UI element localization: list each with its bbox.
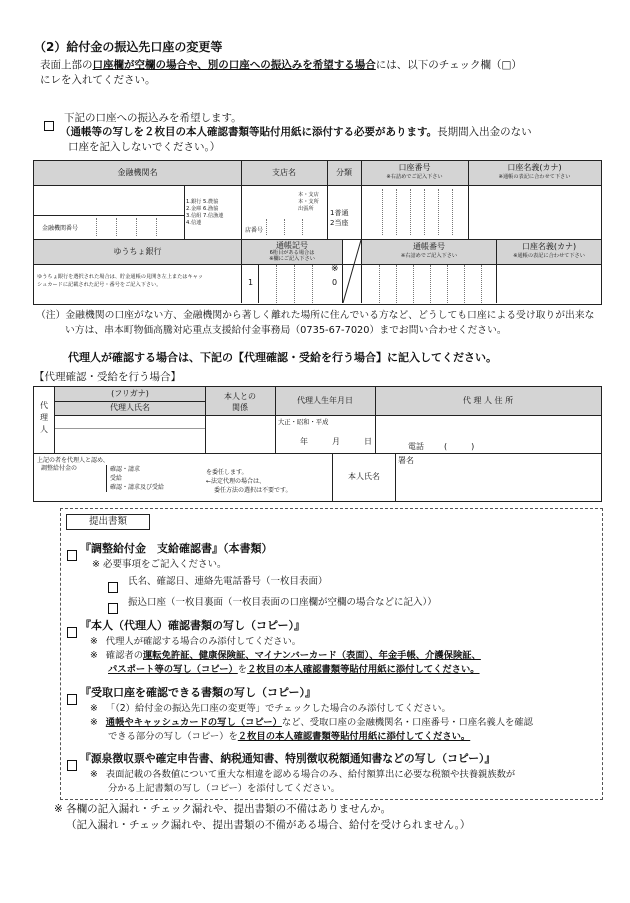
intro-line-1 [40,58,522,72]
era-options[interactable]: 大正・昭和・平成 [278,419,329,426]
note-line-1: （注）金融機関の口座がない方、金融機関から著しく離れた場所に住んでいる方など、どうしても口座による受け取りが出来な [36,310,595,321]
section-heading: （2）給付金の振込先口座の変更等 [34,40,223,54]
intro-text-a: 表面上部の [40,59,93,71]
year-label: 年 [300,437,308,446]
delegate-text: 上記の者を代理人と認め、 調整給付金の [37,457,109,472]
digit-0: 0 [332,278,338,287]
doc1-note: ※ 必要事項をご記入ください。 [92,559,227,570]
doc3-note-2: ※ 通帳やキャッシュカードの写し（コピー）など、受取口座の金融機関名・口座番号・口座名義人を確認 [90,717,533,728]
yucho-holder-sub: ※通帳の表記に合わせて下さい [513,253,585,259]
doc3-checkbox[interactable] [67,689,77,708]
doc2-note-3: パスポート等の写し（コピー）を２枚目の本人確認書類等貼付用紙に添付してください。 [108,664,480,675]
proxy-side-label: 代 理 人 [34,387,55,453]
doc4-note-1: ※ 表面記載の各数値について重大な相違を認める場合のみ、給付額算出に必要な税額や扶養親族数が [90,769,516,780]
attach-note-line-2: 口座を記入しないでください。） [68,141,221,153]
bank-table [33,160,602,305]
doc1-sub1-label: 氏名、確認日、連絡先電話番号（一枚目表面） [128,576,328,587]
account-no-header: 口座番号 [398,163,431,172]
proxy-intro: 代理人が確認する場合は、下記の【代理確認・受給を行う場合】に記入してください。 [68,351,497,364]
doc3-note-3: できる部分の写し（コピー）を２枚目の本人確認書類等貼付用紙に添付してください。 [108,731,471,742]
yucho-note: ゆうちょ銀行を選択された場合は、貯金通帳の見開き左上またはキャッ シュカードに記載された記号・番号をご記入下さい。 [37,274,204,288]
doc1-sub1-checkbox[interactable] [108,577,118,596]
bank-code-input[interactable] [96,218,176,236]
yucho-holder-label: 口座名義(カナ) [521,242,577,251]
phone-input[interactable]: ( ) [444,442,475,451]
principal-name-label: 本人氏名 [348,472,380,481]
sixth-digit-mark: ※ [331,264,339,274]
blank-diagonal [343,240,361,303]
bank-type-options[interactable]: 1.銀行 5.農協 2.金庫 6.漁協 3.信組 7.信漁連 4.信連 [186,199,224,226]
passbook-no-input[interactable] [362,265,496,303]
doc4-checkbox[interactable] [67,755,77,774]
passbook-code-sub: 6桁目がある場合は ※欄にご記入下さい [269,250,315,262]
doc1-checkbox[interactable] [67,545,77,564]
yucho-label: ゆうちょ銀行 [113,247,162,256]
holder-sub: ※通帳の表記に合わせて下さい [498,174,571,180]
account-no-sub: ※右詰めでご記入下さい [386,174,443,180]
passbook-code-label: 通帳記号 [276,241,308,250]
type-header: 分類 [336,168,352,177]
doc3-note-1: ※ 「（2）給付金の振込先口座の変更等」でチェックした場合のみ添付してください。 [90,703,451,714]
birth-label: 代理人生年月日 [297,396,353,405]
doc2-checkbox[interactable] [67,622,77,641]
branch-name-input[interactable] [241,185,297,215]
proxy-name-input[interactable] [55,429,205,453]
doc2-note-2: ※ 確認者の運転免許証、健康保険証、マイナンバーカード（表面）、年金手帳、介護保険証、 [90,650,481,661]
option-receive[interactable]: 受給 [110,475,123,482]
attach-note-rest: 長期間入出金のない [437,126,532,138]
proxy-heading: 【代理確認・受給を行う場合】 [34,371,181,383]
furigana-input[interactable] [55,416,205,428]
doc4-title: 『源泉徴収票や確定申告書、納税通知書、特別徴収税額通知書などの写し（コピー）』 [80,752,496,765]
yucho-holder-input[interactable] [497,265,601,303]
intro-line-2: にレを入れてください。 [40,74,156,86]
delegate-options[interactable] [106,465,164,492]
signature-label: 署名 [398,456,414,465]
holder-header: 口座名義(カナ) [507,163,562,172]
bank-code-label: 金融機関番号 [42,225,79,232]
doc1-sub2-checkbox[interactable] [108,598,118,617]
attach-note-line-1 [60,125,532,139]
account-type-options[interactable]: 1普通 2当座 [330,209,349,227]
documents-title: 提出書類 [66,514,150,530]
doc4-note-2: 分かる上記書類の写し（コピー）を添付してください。 [108,783,341,794]
account-no-input[interactable] [368,189,462,235]
signature-input[interactable] [396,465,601,501]
attach-note-bold: （通帳等の写しを２枚目の本人確認書類等貼付用紙に添付する必要があります。 [60,126,438,138]
doc3-title: 『受取口座を確認できる書類の写し（コピー）』 [80,686,317,699]
bank-name-input[interactable] [34,185,184,215]
note-line-2: い方は、串本町物価高騰対応重点支援給付金事務局（0735-67-7020）までお問い合わせください。 [65,325,507,336]
branch-header: 支店名 [272,168,296,177]
passbook-no-sub: ※右詰めでご記入下さい [400,253,458,259]
proxy-table [33,386,602,502]
holder-input[interactable] [468,185,601,239]
intro-text-c: には、以下のチェック欄（□） [375,59,522,71]
passbook-no-label: 通帳番号 [413,242,445,251]
footer-line-1: ※ 各欄の記入漏れ・チェック漏れや、提出書類の不備はありませんか。 [54,803,392,815]
day-label: 日 [364,437,372,446]
footer-line-2: （記入漏れ・チェック漏れや、提出書類の不備がある場合、給付を受けられません。） [66,819,471,831]
phone-label: 電話 [408,442,424,451]
intro-emphasis: 口座欄が空欄の場合や、別の口座への振込みを希望する場合 [92,59,376,71]
digit-1: 1 [248,278,254,287]
doc2-note-1: ※ 代理人が確認する場合のみ添付してください。 [90,636,302,647]
option-confirm-claim[interactable]: 確認・請求 [110,466,141,473]
transfer-checkbox-label: 下記の口座への振込みを希望します。 [64,112,242,124]
entrust-text: を委任します。 ←法定代理の場合は、 委任方法の選択は不要です。 [206,469,292,494]
branch-type-options[interactable]: 本・支店 本・支所 出張所 [298,192,319,212]
option-both[interactable]: 確認・請求及び受給 [110,484,165,491]
month-label: 月 [332,437,340,446]
bank-name-header: 金融機関名 [117,168,158,177]
transfer-checkbox[interactable] [44,115,54,134]
branch-code-label: 店番号 [245,227,264,234]
doc1-sub2-label: 振込口座（一枚目裏面（一枚目表面の口座欄が空欄の場合などに記入）） [128,597,437,608]
doc1-title: 『調整給付金 支給確認書』（本書類） [80,542,273,555]
relation-label: 本人との 関係 [224,392,256,412]
passbook-code-input[interactable] [244,265,340,303]
doc2-title: 『本人（代理人）確認書類の写し（コピー）』 [80,619,306,632]
branch-code-input[interactable] [266,219,322,235]
proxy-name-label: 代理人氏名 [110,403,150,412]
relation-input[interactable] [206,416,275,453]
address-label: 代 理 人 住 所 [462,396,514,405]
furigana-label: (フリガナ) [111,389,149,398]
